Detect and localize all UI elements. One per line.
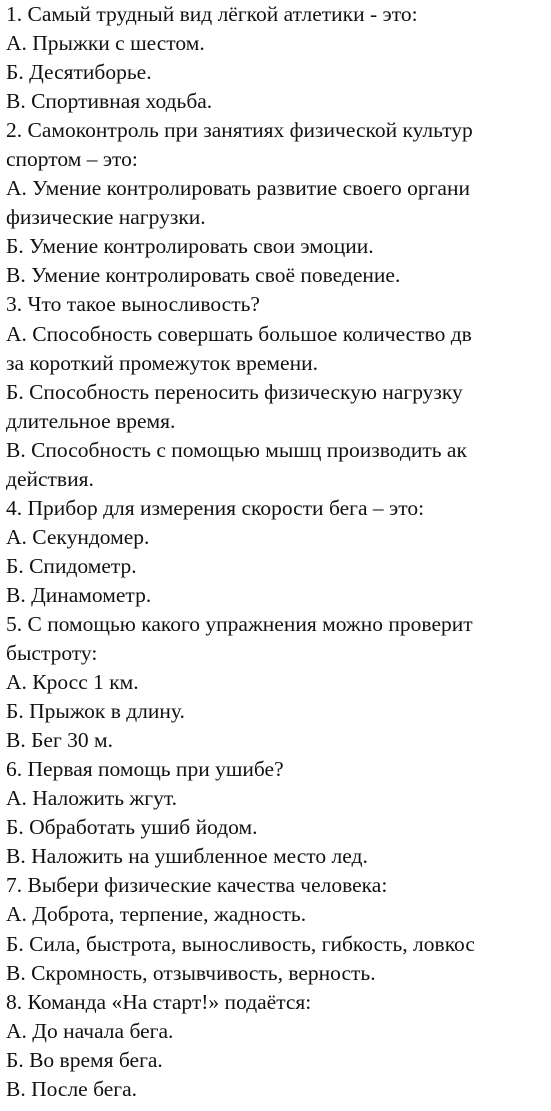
answer-3b: Б. Способность переносить физическую нагрузку: [6, 379, 463, 404]
question-3: 3. Что такое выносливость?: [6, 292, 260, 317]
answer-2a-cont: физические нагрузки.: [6, 205, 206, 230]
answer-3a: А. Способность совершать большое количество дв: [6, 321, 472, 346]
answer-8b: Б. Во время бега.: [6, 1047, 163, 1072]
answer-2b: Б. Умение контролировать свои эмоции.: [6, 234, 374, 259]
question-1: 1. Самый трудный вид лёгкой атлетики - это:: [6, 2, 418, 26]
quiz-document: [6, 0, 551, 1104]
answer-1a: А. Прыжки с шестом.: [6, 31, 205, 56]
answer-3a-cont: за короткий промежуток времени.: [6, 350, 318, 375]
answer-4a: А. Секундомер.: [6, 524, 150, 549]
answer-1b: Б. Десятиборье.: [6, 60, 152, 85]
question-5: 5. С помощью какого упражнения можно проверит: [6, 611, 473, 636]
answer-5c: В. Бег 30 м.: [6, 728, 114, 753]
answer-5a: А. Кросс 1 км.: [6, 670, 139, 695]
answer-7b: Б. Сила, быстрота, выносливость, гибкость, ловкос: [6, 931, 475, 956]
answer-5b: Б. Прыжок в длину.: [6, 699, 185, 724]
answer-2c: В. Умение контролировать своё поведение.: [6, 263, 401, 288]
answer-8a: А. До начала бега.: [6, 1018, 174, 1043]
answer-4b: Б. Спидометр.: [6, 553, 137, 578]
answer-4c: В. Динамометр.: [6, 582, 152, 607]
answer-7a: А. Доброта, терпение, жадность.: [6, 902, 307, 927]
answer-6a: А. Наложить жгут.: [6, 786, 177, 811]
question-5-cont: быстроту:: [6, 641, 98, 666]
answer-7c: В. Скромность, отзывчивость, верность.: [6, 960, 376, 985]
answer-3b-cont: длительное время.: [6, 408, 176, 433]
question-6: 6. Первая помощь при ушибе?: [6, 757, 284, 782]
answer-3c: В. Способность с помощью мышц производить ак: [6, 437, 467, 462]
question-2: 2. Самоконтроль при занятиях физической культур: [6, 118, 473, 143]
answer-6c: В. Наложить на ушибленное место лед.: [6, 844, 368, 869]
answer-1c: В. Спортивная ходьба.: [6, 89, 213, 114]
answer-2a: А. Умение контролировать развитие своего органи: [6, 176, 470, 201]
question-4: 4. Прибор для измерения скорости бега – это:: [6, 495, 425, 520]
answer-3c-cont: действия.: [6, 466, 94, 491]
question-7: 7. Выбери физические качества человека:: [6, 873, 388, 898]
question-2-cont: спортом – это:: [6, 147, 138, 172]
answer-6b: Б. Обработать ушиб йодом.: [6, 815, 258, 840]
answer-8c: В. После бега.: [6, 1076, 138, 1101]
question-8: 8. Команда «На старт!» подаётся:: [6, 989, 312, 1014]
